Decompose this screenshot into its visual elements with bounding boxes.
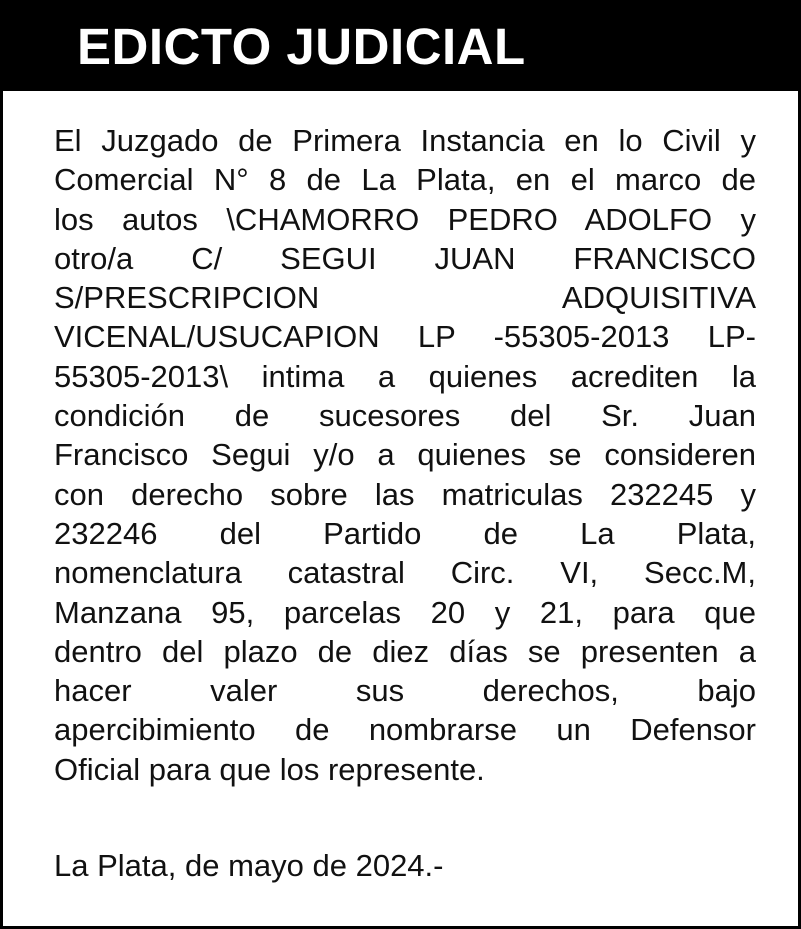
body-line: dentro del plazo de diez días se presenten a xyxy=(54,633,756,669)
body-line: otro/a C/ SEGUI JUAN FRANCISCO xyxy=(54,240,756,276)
notice-title: EDICTO JUDICIAL xyxy=(77,18,526,75)
body-line: con derecho sobre las matriculas 232245 y xyxy=(54,476,756,512)
body-line: nomenclatura catastral Circ. VI, Secc.M, xyxy=(54,555,756,591)
body-line: Comercial N° 8 de La Plata, en el marco de xyxy=(54,162,756,198)
body-line: los autos \CHAMORRO PEDRO ADOLFO y xyxy=(54,201,756,237)
notice-body xyxy=(54,121,756,789)
body-line: Manzana 95, parcelas 20 y 21, para que xyxy=(54,594,756,630)
body-line: apercibimiento de nombrarse un Defensor xyxy=(54,712,756,748)
notice-header-bar xyxy=(3,3,798,91)
body-line: 232246 del Partido de La Plata, xyxy=(54,515,756,551)
notice-date: La Plata, de mayo de 2024.- xyxy=(54,848,444,883)
body-line: Oficial para que los represente. xyxy=(54,751,485,787)
body-line: hacer valer sus derechos, bajo xyxy=(54,673,756,709)
body-line: S/PRESCRIPCION ADQUISITIVA xyxy=(54,280,756,316)
body-line: VICENAL/USUCAPION LP -55305-2013 LP- xyxy=(54,319,756,355)
body-line: condición de sucesores del Sr. Juan xyxy=(54,398,756,434)
body-line: El Juzgado de Primera Instancia en lo Civil y xyxy=(54,123,756,158)
body-line: 55305-2013\ intima a quienes acrediten la xyxy=(54,358,756,394)
body-line: Francisco Segui y/o a quienes se consideren xyxy=(54,437,756,473)
